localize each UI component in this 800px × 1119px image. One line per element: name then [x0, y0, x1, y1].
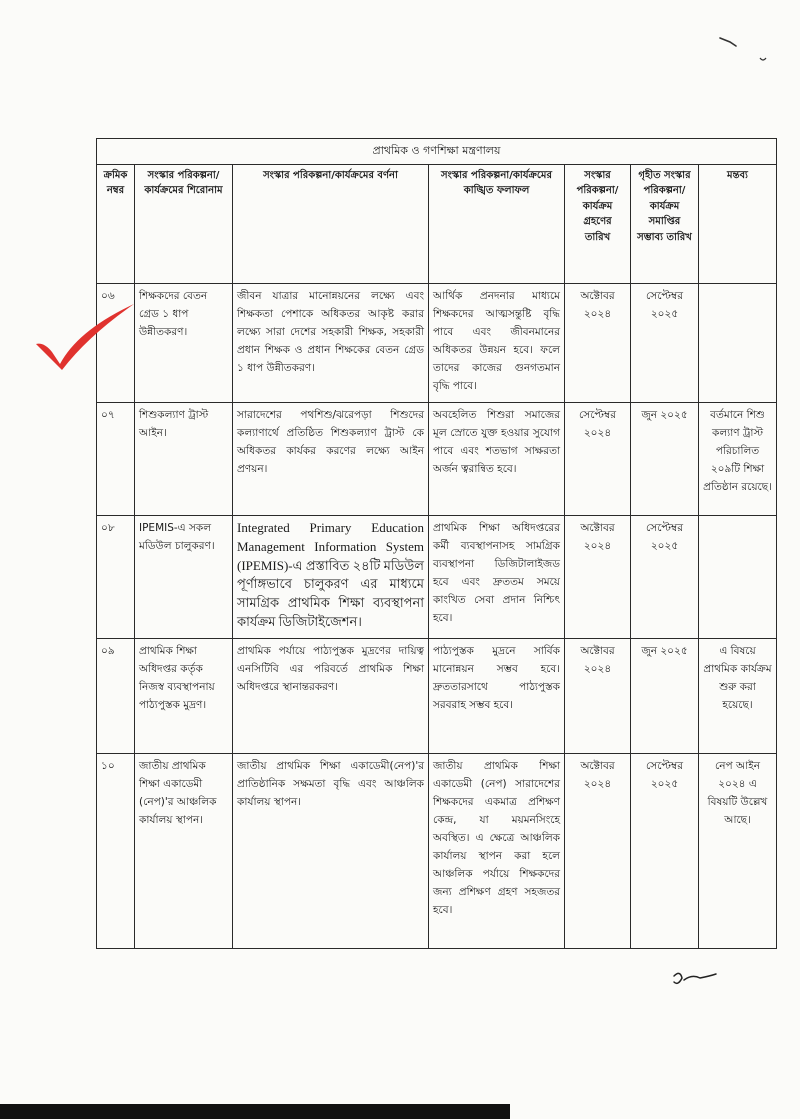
row-description: জীবন যাত্রার মানোন্নয়নের লক্ষ্যে এবং শিক্ষকতা পেশাকে অধিকতর আকৃষ্ট করার লক্ষ্যে সারা দেশের সহকারী শিক্ষক, সহকারী প্রধান শিক্ষক ও প্রধান শিক্ষকের বেতন গ্রেড ১ ধাপ উন্নীতকরণ।	[233, 283, 429, 402]
row-outcome: অবহেলিত শিশুরা সমাজের মূল স্রোতে যুক্ত হওয়ার সুযোগ পাবে এবং শতভাগ সাক্ষরতা অর্জন ত্বরান্বিত হবে।	[429, 402, 565, 515]
row-remarks	[699, 283, 777, 402]
row-remarks: এ বিষয়ে প্রাথমিক কার্যক্রম শুরু করা হয়েছে।	[699, 638, 777, 753]
red-checkmark-icon	[30, 292, 140, 372]
row-description: প্রাথমিক পর্যায়ে পাঠ্যপুস্তক মুদ্রণের দায়িত্ব এনসিটিবি এর পরিবর্তে প্রাথমিক শিক্ষা অধিদপ্তরে স্থানান্তরকরণ।	[233, 638, 429, 753]
row-serial: ১০	[97, 753, 135, 948]
row-outcome: প্রাথমিক শিক্ষা অধিদপ্তরের কর্মী ব্যবস্থাপনাসহ সামগ্রিক ব্যবস্থাপনা ডিজিটালাইজড হবে এবং দ্রুততম সময়ে কাংখিত সেবা প্রদান নিশ্চিৎ হবে।	[429, 515, 565, 638]
row-title: শিক্ষকদের বেতন গ্রেড ১ ধাপ উন্নীতকরণ।	[135, 283, 233, 402]
row-outcome: পাঠ্যপুস্তক মুদ্রনে সার্বিক মানোন্নয়ন সম্ভব হবে। দ্রুততারসাথে পাঠ্যপুস্তক সরবরাহ সম্ভব হবে।	[429, 638, 565, 753]
row-description: জাতীয় প্রাথমিক শিক্ষা একাডেমী(নেপ)'র প্রাতিষ্ঠানিক সক্ষমতা বৃদ্ধি এবং আঞ্চলিক কার্যালয় স্থাপন।	[233, 753, 429, 948]
header-end-date: গৃহীত সংস্কার পরিকল্পনা/ কার্যক্রম সমাপ্তির সম্ভাব্য তারিখ	[631, 164, 699, 283]
row-serial: ০৮	[97, 515, 135, 638]
row-title: IPEMIS-এ সকল মডিউল চালুকরণ।	[135, 515, 233, 638]
table-row	[97, 402, 777, 515]
row-serial: ০৭	[97, 402, 135, 515]
row-end-date: সেপ্টেম্বর ২০২৫	[631, 515, 699, 638]
row-serial: ০৬	[97, 283, 135, 402]
row-description: Integrated Primary Education Management Information System (IPEMIS)-এ প্রস্তাবিত ২৪টি মডিউল পূর্ণাঙ্গভাবে চালুকরণ এর মাধ্যমে সামগ্রিক প্রাথমিক শিক্ষা ব্যবস্থাপনা কার্যক্রম ডিজিটাইজেশন।	[233, 515, 429, 638]
row-serial: ০৯	[97, 638, 135, 753]
row-remarks	[699, 515, 777, 638]
header-description: সংস্কার পরিকল্পনা/কার্যক্রমের বর্ণনা	[233, 164, 429, 283]
row-start-date: অক্টোবর ২০২৪	[565, 638, 631, 753]
table-row	[97, 638, 777, 753]
row-outcome: আর্থিক প্রনদনার মাধ্যমে শিক্ষকদের আত্মসন্তুষ্টি বৃদ্ধি পাবে এবং জীবনমানের অধিকতর উন্নয়ন হবে। ফলে তাদের কাজের গুনগতমান বৃদ্ধি পাবে।	[429, 283, 565, 402]
table-row	[97, 515, 777, 638]
row-start-date: অক্টোবর ২০২৪	[565, 753, 631, 948]
handwritten-page-number	[670, 968, 720, 992]
row-title: শিশুকল্যাণ ট্রাস্ট আইন।	[135, 402, 233, 515]
row-end-date: জুন ২০২৫	[631, 402, 699, 515]
ministry-title: প্রাথমিক ও গণশিক্ষা মন্ত্রণালয়	[97, 139, 777, 165]
row-title: জাতীয় প্রাথমিক শিক্ষা একাডেমী (নেপ)'র আঞ্চলিক কার্যালয় স্থাপন।	[135, 753, 233, 948]
row-remarks: নেপ আইন ২০২৪ এ বিষয়টি উল্লেখ আছে।	[699, 753, 777, 948]
row-description: সারাদেশের পথশিশু/ঝরেপড়া শিশুদের কল্যাণার্থে প্রতিষ্ঠিত শিশুকল্যাণ ট্রাস্ট কে অধিকতর কার্যকর করণের লক্ষ্যে আইন প্রণয়ন।	[233, 402, 429, 515]
row-outcome: জাতীয় প্রাথমিক শিক্ষা একাডেমী (নেপ) সারাদেশের শিক্ষকদের একমাত্র প্রশিক্ষণ কেন্দ্র, যা ময়মনসিংহে অবস্থিত। এ ক্ষেত্রে আঞ্চলিক কার্যালয় স্থাপন করা হলে আঞ্চলিক পর্যায়ে শিক্ষকদের জন্য প্রশিক্ষণ গ্রহণ সহজতর হবে।	[429, 753, 565, 948]
scan-edge-bar	[0, 1104, 510, 1119]
header-remarks: মন্তব্য	[699, 164, 777, 283]
row-remarks: বর্তমানে শিশু কল্যাণ ট্রাস্ট পরিচালিত ২০৯টি শিক্ষা প্রতিষ্ঠান রয়েছে।	[699, 402, 777, 515]
reform-table	[96, 138, 777, 949]
pen-scribble-mark	[716, 32, 776, 72]
row-start-date: অক্টোবর ২০২৪	[565, 515, 631, 638]
row-title: প্রাথমিক শিক্ষা অধিদপ্তর কর্তৃক নিজস্ব ব্যবস্থাপনায় পাঠ্যপুস্তক মুদ্রণ।	[135, 638, 233, 753]
header-start-date: সংস্কার পরিকল্পনা/ কার্যক্রম গ্রহণের তারিখ	[565, 164, 631, 283]
row-start-date: সেপ্টেম্বর ২০২৪	[565, 402, 631, 515]
header-outcome: সংস্কার পরিকল্পনা/কার্যক্রমের কাঙ্খিত ফলাফল	[429, 164, 565, 283]
header-serial: ক্রমিক নম্বর	[97, 164, 135, 283]
row-end-date: সেপ্টেম্বর ২০২৫	[631, 283, 699, 402]
header-title: সংস্কার পরিকল্পনা/ কার্যক্রমের শিরোনাম	[135, 164, 233, 283]
table-row	[97, 283, 777, 402]
table-row	[97, 753, 777, 948]
row-end-date: সেপ্টেম্বর ২০২৫	[631, 753, 699, 948]
row-start-date: অক্টোবর ২০২৪	[565, 283, 631, 402]
row-end-date: জুন ২০২৫	[631, 638, 699, 753]
